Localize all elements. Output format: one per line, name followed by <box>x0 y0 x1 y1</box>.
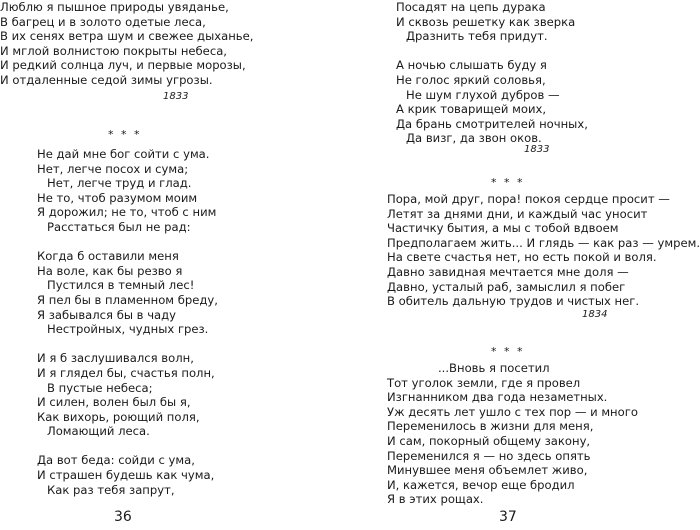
poem-line: В обитель дальную трудов и чистых нег. <box>387 294 640 309</box>
poem-line: В их сенях ветра шум и свежее дыханье, <box>0 29 254 44</box>
poem-line: А крик товарищей моих, <box>396 102 547 117</box>
poem-line: Я дорожил; не то, чтоб с ним <box>37 205 217 220</box>
page-number: 37 <box>499 509 517 525</box>
poem-date: 1833 <box>163 91 189 102</box>
poem-date: 1834 <box>582 309 608 320</box>
poem-line: И, кажется, вечор еще бродил <box>387 477 575 492</box>
poem-date: 1833 <box>524 144 550 155</box>
poem-line: Как вихорь, роющий поля, <box>37 409 200 424</box>
poem-again-i-visited <box>387 361 638 507</box>
section-stars: * * * <box>108 128 142 141</box>
poem-line: Нестройных, чудных грез. <box>47 322 209 337</box>
poem-line: А ночью слышать буду я <box>396 58 547 73</box>
poem-line: Я забывался бы в чаду <box>37 307 177 322</box>
poem-line: Пустился в темный лес! <box>47 278 195 293</box>
poem-line: Да визг, да звон оков. <box>406 131 542 146</box>
poem-madness-continued <box>396 0 588 146</box>
poem-line: На воле, как бы резво я <box>37 263 183 278</box>
poem-line: Уж десять лет ушло с тех пор — и много <box>387 404 638 419</box>
poem-line: Летят за днями дни, и каждый час уносит <box>387 206 648 221</box>
poem-line: И я б заслушивался волн, <box>37 351 194 366</box>
poem-time-my-friend <box>387 192 700 309</box>
poem-line: Ломающий леса. <box>47 424 150 439</box>
poem-line: Я пел бы в пламенном бреду, <box>37 292 218 307</box>
stanza-break <box>37 337 218 352</box>
poem-line: ...Вновь я посетил <box>438 361 550 375</box>
poem-line: Нет, легче труд и глад. <box>47 176 192 191</box>
poem-line: Не голос яркий соловья, <box>396 72 546 87</box>
poem-line: Да вот беда: сойди с ума, <box>37 453 195 468</box>
poem-line: И сквозь решетку как зверка <box>396 14 576 29</box>
poem-madness <box>37 147 218 497</box>
poem-line: Не шум глухой дубров — <box>406 87 560 102</box>
poem-line: И отдаленные седой зимы угрозы. <box>0 72 213 87</box>
poem-line: На свете счастья нет, но есть покой и воля. <box>387 250 657 265</box>
poem-line: Я в этих рощах. <box>387 492 484 507</box>
poem-line: Предполагаем жить... И глядь — как раз — умрем. <box>387 235 700 250</box>
poem-line: Минувшее меня объемлет живо, <box>387 463 588 478</box>
poem-line: Частичку бытия, а мы с тобой вдвоем <box>387 221 619 236</box>
poem-line: И страшен будешь как чума, <box>37 468 215 483</box>
page-number: 36 <box>114 509 132 525</box>
poem-line: Давно завидная мечтается мне доля — <box>387 264 629 279</box>
poem-line: И сам, покорный общему закону, <box>387 433 591 448</box>
stanza-break <box>37 235 218 250</box>
poem-line: Не то, чтоб разумом моим <box>37 190 198 205</box>
poem-line: Как раз тебя запрут, <box>47 482 175 497</box>
poem-line: Дразнить тебя придут. <box>406 29 548 44</box>
poem-line: Расстаться был не рад: <box>47 219 191 234</box>
poem-line: Изгнанником два года незаметных. <box>387 390 608 405</box>
poem-line: И я глядел бы, счастья полн, <box>37 365 215 380</box>
poem-line: Люблю я пышное природы увяданье, <box>0 0 229 14</box>
stanza-break <box>37 439 218 454</box>
poem-line: И мглой волнистою покрыты небеса, <box>0 43 227 58</box>
poem-line: Посадят на цепь дурака <box>396 0 546 14</box>
poem-line: В пустые небеса; <box>47 380 153 395</box>
section-stars: * * * <box>491 176 525 189</box>
poem-line: Переменилось в жизни для меня, <box>387 419 594 434</box>
poem-autumn <box>0 0 253 88</box>
poem-line: Давно, усталый раб, замыслил я побег <box>387 279 626 294</box>
poem-line: И редкий солнца луч, и первые морозы, <box>0 58 246 73</box>
stanza-break <box>396 44 588 59</box>
poem-line: Когда б оставили меня <box>37 249 179 264</box>
poem-line: Не дай мне бог сойти с ума. <box>37 147 210 161</box>
section-stars: * * * <box>491 345 525 358</box>
poem-line: Переменился я — но здесь опять <box>387 448 591 463</box>
poem-line: Нет, легче посох и сума; <box>37 161 189 176</box>
poem-line: Тот уголок земли, где я провел <box>387 375 581 390</box>
poem-line: Да брань смотрителей ночных, <box>396 116 588 131</box>
poem-line: В багрец и в золото одетые леса, <box>0 14 206 29</box>
poem-line: И силен, волен был бы я, <box>37 395 191 410</box>
poem-line: Пора, мой друг, пора! покоя сердце просит — <box>387 192 670 206</box>
